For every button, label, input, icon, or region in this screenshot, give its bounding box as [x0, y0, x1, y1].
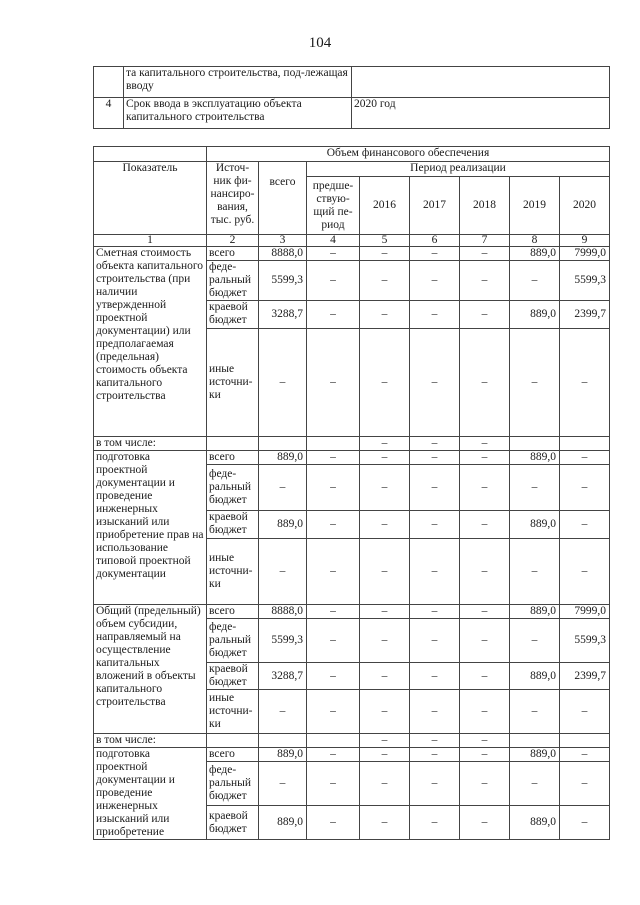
- value-cell: –: [360, 451, 410, 465]
- value-cell: –: [307, 465, 360, 511]
- value-cell: 889,0: [259, 748, 307, 762]
- value-cell: 889,0: [510, 301, 560, 329]
- source-cell: всего: [207, 748, 259, 762]
- value-cell: –: [560, 511, 610, 539]
- value-cell: 5599,3: [259, 619, 307, 663]
- year-header: 2019: [510, 177, 560, 235]
- value-cell: 5599,3: [560, 261, 610, 301]
- value-cell: –: [460, 247, 510, 261]
- value-cell: –: [360, 806, 410, 840]
- value-cell: –: [560, 690, 610, 734]
- object-info-table: [93, 66, 610, 129]
- value-cell: –: [360, 329, 410, 437]
- column-number: 4: [307, 235, 360, 247]
- value-cell: –: [560, 465, 610, 511]
- value-cell: 889,0: [510, 748, 560, 762]
- value-cell: –: [460, 605, 510, 619]
- value-cell: –: [460, 301, 510, 329]
- table-row: [94, 437, 610, 451]
- value-cell: –: [510, 690, 560, 734]
- value-cell: –: [460, 748, 510, 762]
- value-cell: 8888,0: [259, 605, 307, 619]
- value-cell: –: [307, 261, 360, 301]
- value-cell: –: [560, 539, 610, 605]
- value-cell: –: [460, 465, 510, 511]
- total-header: всего: [259, 162, 307, 235]
- source-header: Источ-ник фи-нансиро-вания, тыс. руб.: [207, 162, 259, 235]
- source-cell: иные источни-ки: [207, 690, 259, 734]
- value-cell: –: [410, 605, 460, 619]
- value-cell: –: [460, 329, 510, 437]
- column-number: 7: [460, 235, 510, 247]
- info-label: та капитального строительства, под-лежащая вводу: [124, 67, 352, 98]
- source-cell: краевой бюджет: [207, 806, 259, 840]
- value-cell: 889,0: [510, 663, 560, 690]
- value-cell: –: [360, 301, 410, 329]
- value-cell: –: [307, 806, 360, 840]
- value-cell: 889,0: [510, 451, 560, 465]
- indicator-label: подготовка проектной документации и проведение инженерных изысканий или приобретение: [94, 748, 207, 840]
- value-cell: [307, 437, 360, 451]
- indicator-label: в том числе:: [94, 734, 207, 748]
- value-cell: –: [259, 539, 307, 605]
- value-cell: –: [410, 734, 460, 748]
- value-cell: 889,0: [510, 806, 560, 840]
- value-cell: 5599,3: [259, 261, 307, 301]
- value-cell: –: [460, 511, 510, 539]
- source-cell: [207, 437, 259, 451]
- value-cell: –: [307, 619, 360, 663]
- value-cell: –: [307, 511, 360, 539]
- value-cell: –: [360, 437, 410, 451]
- value-cell: –: [307, 690, 360, 734]
- value-cell: –: [410, 511, 460, 539]
- value-cell: –: [360, 619, 410, 663]
- value-cell: –: [360, 762, 410, 806]
- value-cell: 7999,0: [560, 247, 610, 261]
- source-cell: [207, 734, 259, 748]
- indicator-label: в том числе:: [94, 437, 207, 451]
- value-cell: –: [410, 451, 460, 465]
- value-cell: –: [259, 762, 307, 806]
- info-value: 2020 год: [352, 98, 610, 129]
- year-header: 2020: [560, 177, 610, 235]
- value-cell: –: [410, 806, 460, 840]
- value-cell: –: [510, 762, 560, 806]
- value-cell: –: [307, 301, 360, 329]
- value-cell: –: [560, 748, 610, 762]
- value-cell: [510, 437, 560, 451]
- value-cell: –: [460, 619, 510, 663]
- value-cell: –: [410, 465, 460, 511]
- source-cell: краевой бюджет: [207, 301, 259, 329]
- source-cell: краевой бюджет: [207, 511, 259, 539]
- value-cell: –: [410, 539, 460, 605]
- table-row: [94, 748, 610, 762]
- source-cell: всего: [207, 605, 259, 619]
- value-cell: –: [460, 437, 510, 451]
- value-cell: –: [307, 451, 360, 465]
- value-cell: –: [410, 663, 460, 690]
- value-cell: –: [510, 539, 560, 605]
- column-number: 2: [207, 235, 259, 247]
- source-cell: иные источни-ки: [207, 329, 259, 437]
- value-cell: –: [410, 261, 460, 301]
- value-cell: –: [410, 301, 460, 329]
- value-cell: 889,0: [259, 806, 307, 840]
- column-number: 1: [94, 235, 207, 247]
- info-row: [94, 67, 610, 98]
- info-label: Срок ввода в эксплуатацию объекта капитального строительства: [124, 98, 352, 129]
- previous-period-header: предше-ствую-щий пе-риод: [307, 177, 360, 235]
- value-cell: [259, 437, 307, 451]
- value-cell: –: [410, 329, 460, 437]
- value-cell: [560, 734, 610, 748]
- column-number: 6: [410, 235, 460, 247]
- value-cell: –: [410, 748, 460, 762]
- financing-table: [93, 146, 610, 840]
- value-cell: –: [510, 261, 560, 301]
- value-cell: –: [460, 451, 510, 465]
- table-row: [94, 605, 610, 619]
- value-cell: 889,0: [510, 605, 560, 619]
- value-cell: –: [510, 465, 560, 511]
- column-number: 8: [510, 235, 560, 247]
- value-cell: –: [360, 247, 410, 261]
- value-cell: –: [307, 329, 360, 437]
- value-cell: –: [560, 329, 610, 437]
- info-num: [94, 67, 124, 98]
- value-cell: 889,0: [259, 511, 307, 539]
- value-cell: –: [307, 663, 360, 690]
- value-cell: –: [259, 690, 307, 734]
- indicator-label: Сметная стоимость объекта капитального строительства (при наличии утвержденной проектной документации) или предполагаемая (предельная) стоимость объекта капитального строительства: [94, 247, 207, 437]
- column-number: 5: [360, 235, 410, 247]
- value-cell: 889,0: [510, 511, 560, 539]
- value-cell: –: [510, 619, 560, 663]
- value-cell: –: [307, 247, 360, 261]
- source-cell: феде-ральный бюджет: [207, 261, 259, 301]
- value-cell: –: [510, 329, 560, 437]
- info-value: [352, 67, 610, 98]
- table-row: [94, 451, 610, 465]
- value-cell: –: [360, 663, 410, 690]
- value-cell: [560, 437, 610, 451]
- value-cell: –: [259, 465, 307, 511]
- value-cell: –: [360, 261, 410, 301]
- value-cell: –: [410, 619, 460, 663]
- volume-header: Объем финансового обеспечения: [207, 147, 610, 162]
- page-number: 104: [308, 35, 332, 51]
- year-header: 2018: [460, 177, 510, 235]
- value-cell: –: [560, 806, 610, 840]
- value-cell: –: [360, 734, 410, 748]
- info-row: [94, 98, 610, 129]
- value-cell: –: [560, 451, 610, 465]
- value-cell: 3288,7: [259, 301, 307, 329]
- source-cell: иные источни-ки: [207, 539, 259, 605]
- value-cell: 7999,0: [560, 605, 610, 619]
- table-row: [94, 247, 610, 261]
- indicator-label: Общий (предельный) объем субсидии, направляемый на осуществление капитальных вложений в объекты капитального строительства: [94, 605, 207, 734]
- value-cell: –: [360, 690, 410, 734]
- value-cell: –: [307, 762, 360, 806]
- value-cell: –: [307, 605, 360, 619]
- value-cell: –: [410, 437, 460, 451]
- table-row: [94, 734, 610, 748]
- value-cell: –: [460, 690, 510, 734]
- value-cell: –: [460, 762, 510, 806]
- value-cell: –: [307, 748, 360, 762]
- value-cell: 2399,7: [560, 663, 610, 690]
- info-num: 4: [94, 98, 124, 129]
- value-cell: –: [259, 329, 307, 437]
- value-cell: [307, 734, 360, 748]
- period-header: Период реализации: [307, 162, 610, 177]
- value-cell: 889,0: [510, 247, 560, 261]
- column-number: 9: [560, 235, 610, 247]
- value-cell: –: [360, 465, 410, 511]
- value-cell: –: [410, 247, 460, 261]
- source-cell: феде-ральный бюджет: [207, 762, 259, 806]
- value-cell: –: [360, 605, 410, 619]
- source-cell: всего: [207, 247, 259, 261]
- value-cell: [510, 734, 560, 748]
- source-cell: краевой бюджет: [207, 663, 259, 690]
- value-cell: –: [360, 511, 410, 539]
- value-cell: [259, 734, 307, 748]
- value-cell: –: [560, 762, 610, 806]
- value-cell: –: [410, 690, 460, 734]
- year-header: 2017: [410, 177, 460, 235]
- value-cell: –: [410, 762, 460, 806]
- source-cell: феде-ральный бюджет: [207, 619, 259, 663]
- year-header: 2016: [360, 177, 410, 235]
- value-cell: –: [360, 539, 410, 605]
- source-cell: всего: [207, 451, 259, 465]
- value-cell: –: [460, 261, 510, 301]
- value-cell: 5599,3: [560, 619, 610, 663]
- value-cell: 2399,7: [560, 301, 610, 329]
- source-cell: феде-ральный бюджет: [207, 465, 259, 511]
- value-cell: –: [460, 806, 510, 840]
- value-cell: –: [460, 663, 510, 690]
- value-cell: –: [360, 748, 410, 762]
- value-cell: –: [460, 734, 510, 748]
- value-cell: 889,0: [259, 451, 307, 465]
- value-cell: –: [460, 539, 510, 605]
- value-cell: 3288,7: [259, 663, 307, 690]
- value-cell: 8888,0: [259, 247, 307, 261]
- indicator-label: подготовка проектной документации и проведение инженерных изысканий или приобретение прав на использование типовой проектной документации: [94, 451, 207, 605]
- indicator-header: Показатель: [94, 162, 207, 235]
- value-cell: –: [307, 539, 360, 605]
- column-number: 3: [259, 235, 307, 247]
